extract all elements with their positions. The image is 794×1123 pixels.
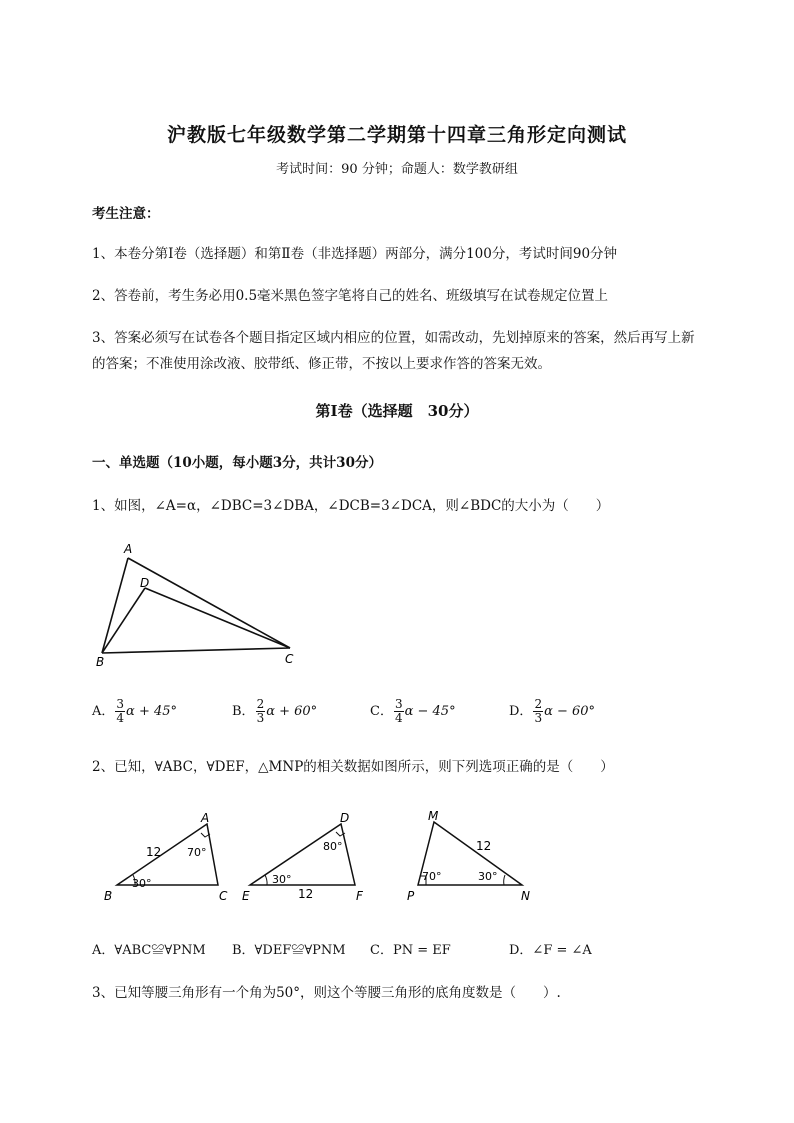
fraction (256, 698, 266, 725)
q2-option-a[interactable]: A．∀ABC≌∀PNM (92, 943, 206, 958)
label-d: D (140, 576, 150, 590)
fraction-num: 2 (534, 697, 543, 711)
notice-item-3-cont: 的答案；不准使用涂改液、胶带纸、修正带，不按以上要求作答的答案无效。 (92, 356, 551, 372)
label-c: C (219, 889, 228, 903)
segment-ab (102, 558, 128, 653)
q1-option-b[interactable] (232, 698, 317, 725)
option-letter: D． (509, 704, 533, 719)
page-title: 沪教版七年级数学第二学期第十四章三角形定向测试 (166, 124, 627, 146)
angle-n: 30° (478, 870, 498, 883)
q1-option-c[interactable] (370, 698, 456, 725)
option-rest: α − 60° (544, 704, 596, 719)
fraction-den: 4 (116, 711, 125, 725)
triangle-def (242, 811, 364, 903)
angle-b: 30° (132, 877, 152, 890)
fraction-num: 3 (394, 697, 403, 711)
notice-item-1: 1、本卷分第Ⅰ卷（选择题）和第Ⅱ卷（非选择题）两部分，满分100分，考试时间90分钟 (92, 246, 618, 262)
option-letter: B． (232, 704, 255, 719)
fraction-den: 3 (534, 711, 543, 725)
option-letter: A． (92, 704, 115, 719)
label-b: B (104, 889, 113, 903)
section-title: 第Ⅰ卷（选择题 30分） (315, 402, 479, 420)
part-heading: 一、单选题（10小题，每小题3分，共计30分） (92, 455, 382, 471)
label-a: A (201, 811, 210, 825)
label-p: P (407, 889, 415, 903)
angle-d: 80° (323, 840, 343, 853)
q2-option-b[interactable]: B．∀DEF≌∀PNM (232, 943, 346, 958)
triangle-mnp (407, 809, 530, 903)
label-e: E (242, 889, 250, 903)
option-rest: α + 60° (266, 704, 318, 719)
triangle-abc (104, 811, 228, 903)
option-rest: α + 45° (126, 704, 178, 719)
notice-item-2: 2、答卷前，考生务必用0.5毫米黑色签字笔将自己的姓名、班级填写在试卷规定位置上 (92, 288, 609, 304)
label-b: B (96, 655, 105, 669)
fraction (115, 698, 125, 725)
q2-option-c[interactable]: C．PN = EF (370, 943, 451, 958)
exam-info: 考试时间：90 分钟；命题人：数学教研组 (276, 162, 518, 177)
fraction-den: 4 (394, 711, 403, 725)
fraction-den: 3 (256, 711, 265, 725)
option-letter: C． (370, 704, 393, 719)
question-1-stem: 1、如图，∠A=α，∠DBC=3∠DBA，∠DCB=3∠DCA，则∠BDC的大小为（ ） (92, 498, 610, 514)
label-c: C (285, 652, 294, 666)
option-rest: α − 45° (404, 704, 456, 719)
question-2-figures (100, 808, 570, 908)
fraction (533, 698, 543, 725)
side-ab: 12 (146, 845, 162, 859)
notice-item-3: 3、答案必须写在试卷各个题目指定区域内相应的位置，如需改动，先划掉原来的答案，然后再写上新 (92, 330, 695, 346)
angle-a: 70° (187, 846, 207, 859)
angle-e: 30° (272, 873, 292, 886)
segment-bc (102, 648, 290, 653)
q1-option-a[interactable] (92, 698, 177, 725)
label-f: F (356, 889, 363, 903)
fraction-num: 3 (116, 697, 125, 711)
angle-p: 70° (422, 870, 442, 883)
q2-option-d[interactable]: D．∠F = ∠A (509, 943, 592, 958)
question-2-stem: 2、已知，∀ABC，∀DEF，△MNP的相关数据如图所示，则下列选项正确的是（ ） (92, 759, 614, 775)
segment-ac (128, 558, 290, 648)
label-a: A (124, 542, 133, 556)
segment-bd (102, 588, 145, 653)
side-ef: 12 (298, 887, 314, 901)
segment-dc (145, 588, 290, 648)
fraction-num: 2 (256, 697, 265, 711)
label-n: N (521, 889, 530, 903)
side-mn: 12 (476, 839, 492, 853)
question-3-stem: 3、已知等腰三角形有一个角为50°，则这个等腰三角形的底角度数是（ ）. (92, 985, 561, 1001)
label-m: M (428, 809, 439, 823)
notice-heading: 考生注意： (92, 206, 160, 222)
question-1-figure (90, 538, 310, 670)
fraction (394, 698, 404, 725)
label-d: D (340, 811, 350, 825)
q1-option-d[interactable] (509, 698, 595, 725)
